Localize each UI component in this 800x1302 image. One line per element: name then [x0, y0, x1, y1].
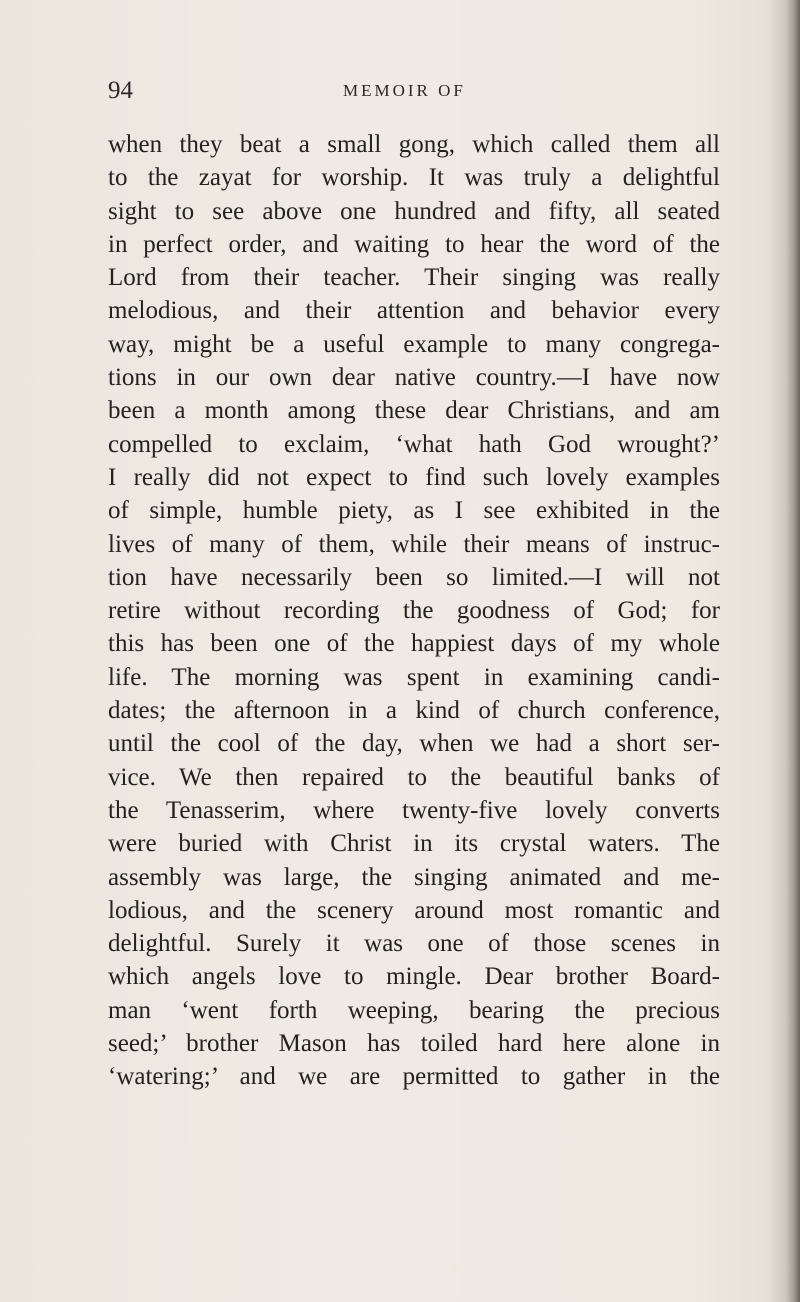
running-head: MEMOIR OF	[343, 81, 466, 100]
text-line: man ‘went forth weeping, bearing the precious	[108, 996, 720, 1024]
text-line: compelled to exclaim, ‘what hath God wrought?’	[108, 430, 720, 458]
text-line: I really did not expect to find such lovely examples	[108, 463, 720, 491]
text-line: in perfect order, and waiting to hear the word of the	[108, 230, 720, 258]
text-line: of simple, humble piety, as I see exhibited in the	[108, 497, 720, 525]
text-line: tion have necessarily been so limited.—I will not	[108, 563, 720, 591]
page-edge-shadow	[786, 0, 800, 1302]
text-line: to the zayat for worship. It was truly a delightful	[108, 164, 720, 192]
text-line: sight to see above one hundred and fifty, all seated	[108, 197, 720, 225]
text-line: tions in our own dear native country.—I have now	[108, 364, 720, 392]
text-line: Lord from their teacher. Their singing was really	[108, 264, 720, 292]
text-line: seed;’ brother Mason has toiled hard here alone in	[108, 1030, 720, 1058]
text-line: the Tenasserim, where twenty-five lovely converts	[108, 796, 720, 824]
text-line: ‘watering;’ and we are permitted to gather in the	[108, 1063, 720, 1091]
text-line: vice. We then repaired to the beautiful banks of	[108, 763, 720, 791]
text-line: retire without recording the goodness of God; for	[108, 597, 720, 625]
text-line: which angels love to mingle. Dear brother Board-	[108, 963, 720, 991]
page-number: 94	[108, 77, 133, 104]
text-line: way, might be a useful example to many congrega-	[108, 330, 720, 358]
text-line: until the cool of the day, when we had a short ser-	[108, 730, 720, 758]
text-line: lives of many of them, while their means of instruc-	[108, 530, 720, 558]
text-line: melodious, and their attention and behavior every	[108, 297, 720, 325]
text-line: this has been one of the happiest days of my whole	[108, 630, 720, 658]
text-line: life. The morning was spent in examining candi-	[108, 663, 720, 691]
body-text	[108, 128, 720, 1094]
text-line: dates; the afternoon in a kind of church conference,	[108, 697, 720, 725]
page-header	[108, 76, 720, 106]
text-line: were buried with Christ in its crystal waters. The	[108, 830, 720, 858]
text-line: been a month among these dear Christians, and am	[108, 397, 720, 425]
text-line: delightful. Surely it was one of those scenes in	[108, 930, 720, 958]
text-line: when they beat a small gong, which called them all	[108, 131, 720, 158]
text-line: lodious, and the scenery around most romantic and	[108, 896, 720, 924]
text-line: assembly was large, the singing animated and me-	[108, 863, 720, 891]
